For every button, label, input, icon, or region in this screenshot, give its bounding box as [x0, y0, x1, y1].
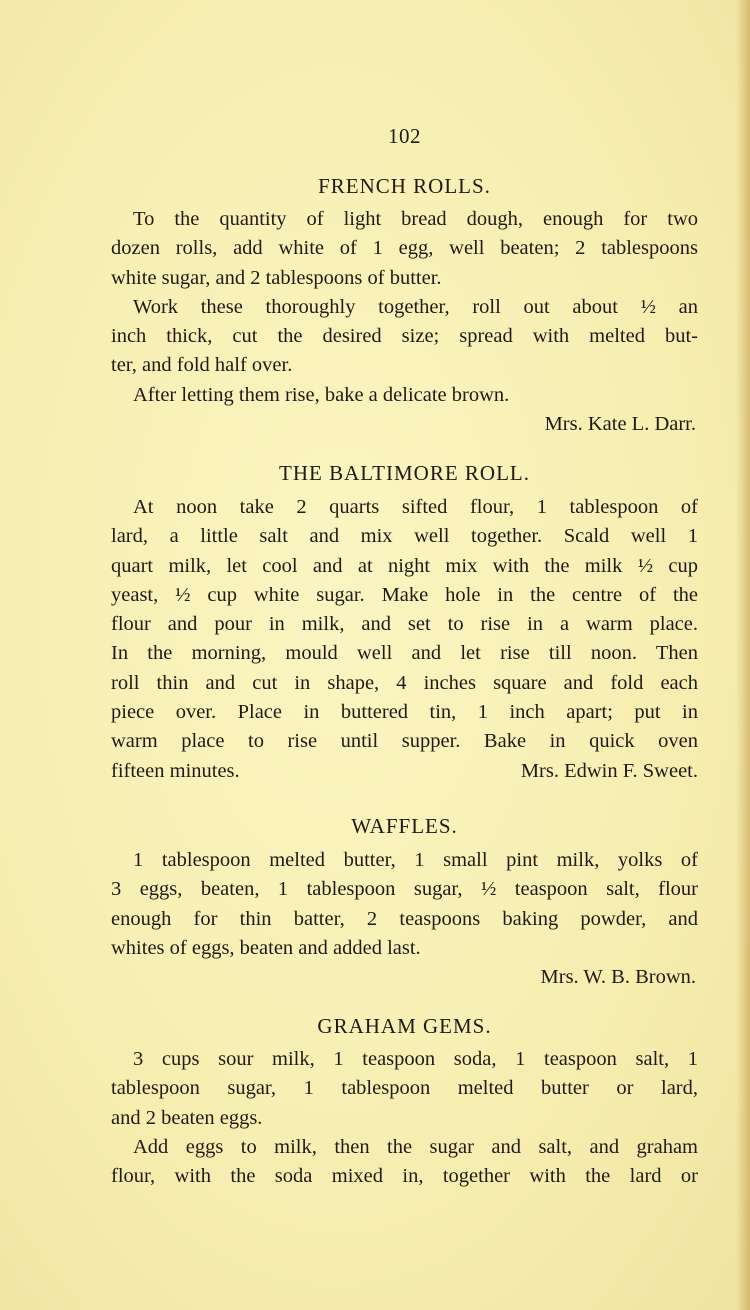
- recipe-title: FRENCH ROLLS.: [318, 174, 491, 198]
- recipe-french-rolls: [111, 171, 698, 439]
- recipe-line: 3 cups sour milk, 1 teaspoon soda, 1 teaspoon salt, 1: [133, 1048, 698, 1070]
- recipe-line: inch thick, cut the desired size; spread with melted but-: [111, 325, 698, 348]
- recipe-title: WAFFLES.: [351, 814, 458, 838]
- recipe-line: 3 eggs, beaten, 1 tablespoon sugar, ½ teaspoon salt, flour: [111, 878, 698, 901]
- recipe-attribution: Mrs. Kate L. Darr.: [544, 413, 696, 436]
- page-edge-shadow: [736, 0, 750, 1310]
- recipe-line: Work these thoroughly together, roll out about ½ an: [133, 295, 698, 318]
- page-number: 102: [388, 124, 421, 148]
- recipe-line: yeast, ½ cup white sugar. Make hole in the centre of the: [111, 583, 698, 606]
- recipe-title: GRAHAM GEMS.: [317, 1014, 492, 1038]
- recipe-line: At noon take 2 quarts sifted flour, 1 tablespoon of: [133, 496, 698, 518]
- recipe-line: flour, with the soda mixed in, together with the lard or: [111, 1165, 698, 1188]
- recipe-attribution: Mrs. Edwin F. Sweet.: [520, 759, 698, 782]
- recipe-line: enough for thin batter, 2 teaspoons baking powder, and: [111, 907, 698, 930]
- recipe-title: THE BALTIMORE ROLL.: [279, 461, 530, 485]
- recipe-line: Add eggs to milk, then the sugar and salt, and graham: [133, 1135, 698, 1158]
- recipe-line: and 2 beaten eggs.: [111, 1106, 263, 1129]
- recipe-line: 1 tablespoon melted butter, 1 small pint milk, yolks of: [133, 849, 698, 871]
- recipe-line: warm place to rise until supper. Bake in quick oven: [111, 730, 698, 753]
- recipe-line: ter, and fold half over.: [111, 354, 293, 377]
- recipe-line: tablespoon sugar, 1 tablespoon melted butter or lard,: [111, 1077, 698, 1100]
- recipe-waffles: [111, 811, 698, 992]
- recipe-line: dozen rolls, add white of 1 egg, well beaten; 2 tablespoons: [111, 237, 698, 260]
- recipe-baltimore-roll: [111, 458, 698, 786]
- recipe-line: roll thin and cut in shape, 4 inches square and fold each: [111, 671, 698, 694]
- recipe-line: white sugar, and 2 tablespoons of butter.: [111, 266, 442, 289]
- recipe-line: flour and pour in milk, and set to rise in a warm place.: [111, 613, 698, 636]
- recipe-attribution: Mrs. W. B. Brown.: [540, 966, 696, 989]
- recipe-line: After letting them rise, bake a delicate brown.: [133, 383, 510, 406]
- recipe-line: whites of eggs, beaten and added last.: [111, 936, 421, 959]
- recipe-line: piece over. Place in buttered tin, 1 inch apart; put in: [111, 701, 698, 724]
- recipe-graham-gems: [111, 1011, 698, 1191]
- recipe-line: To the quantity of light bread dough, enough for two: [133, 208, 698, 230]
- recipe-line: lard, a little salt and mix well together. Scald well 1: [111, 525, 698, 548]
- recipe-final-line: [111, 757, 698, 786]
- recipe-line: fifteen minutes.: [111, 759, 240, 782]
- recipe-line: quart milk, let cool and at night mix with the milk ½ cup: [111, 554, 698, 577]
- recipe-line: In the morning, mould well and let rise till noon. Then: [111, 642, 698, 665]
